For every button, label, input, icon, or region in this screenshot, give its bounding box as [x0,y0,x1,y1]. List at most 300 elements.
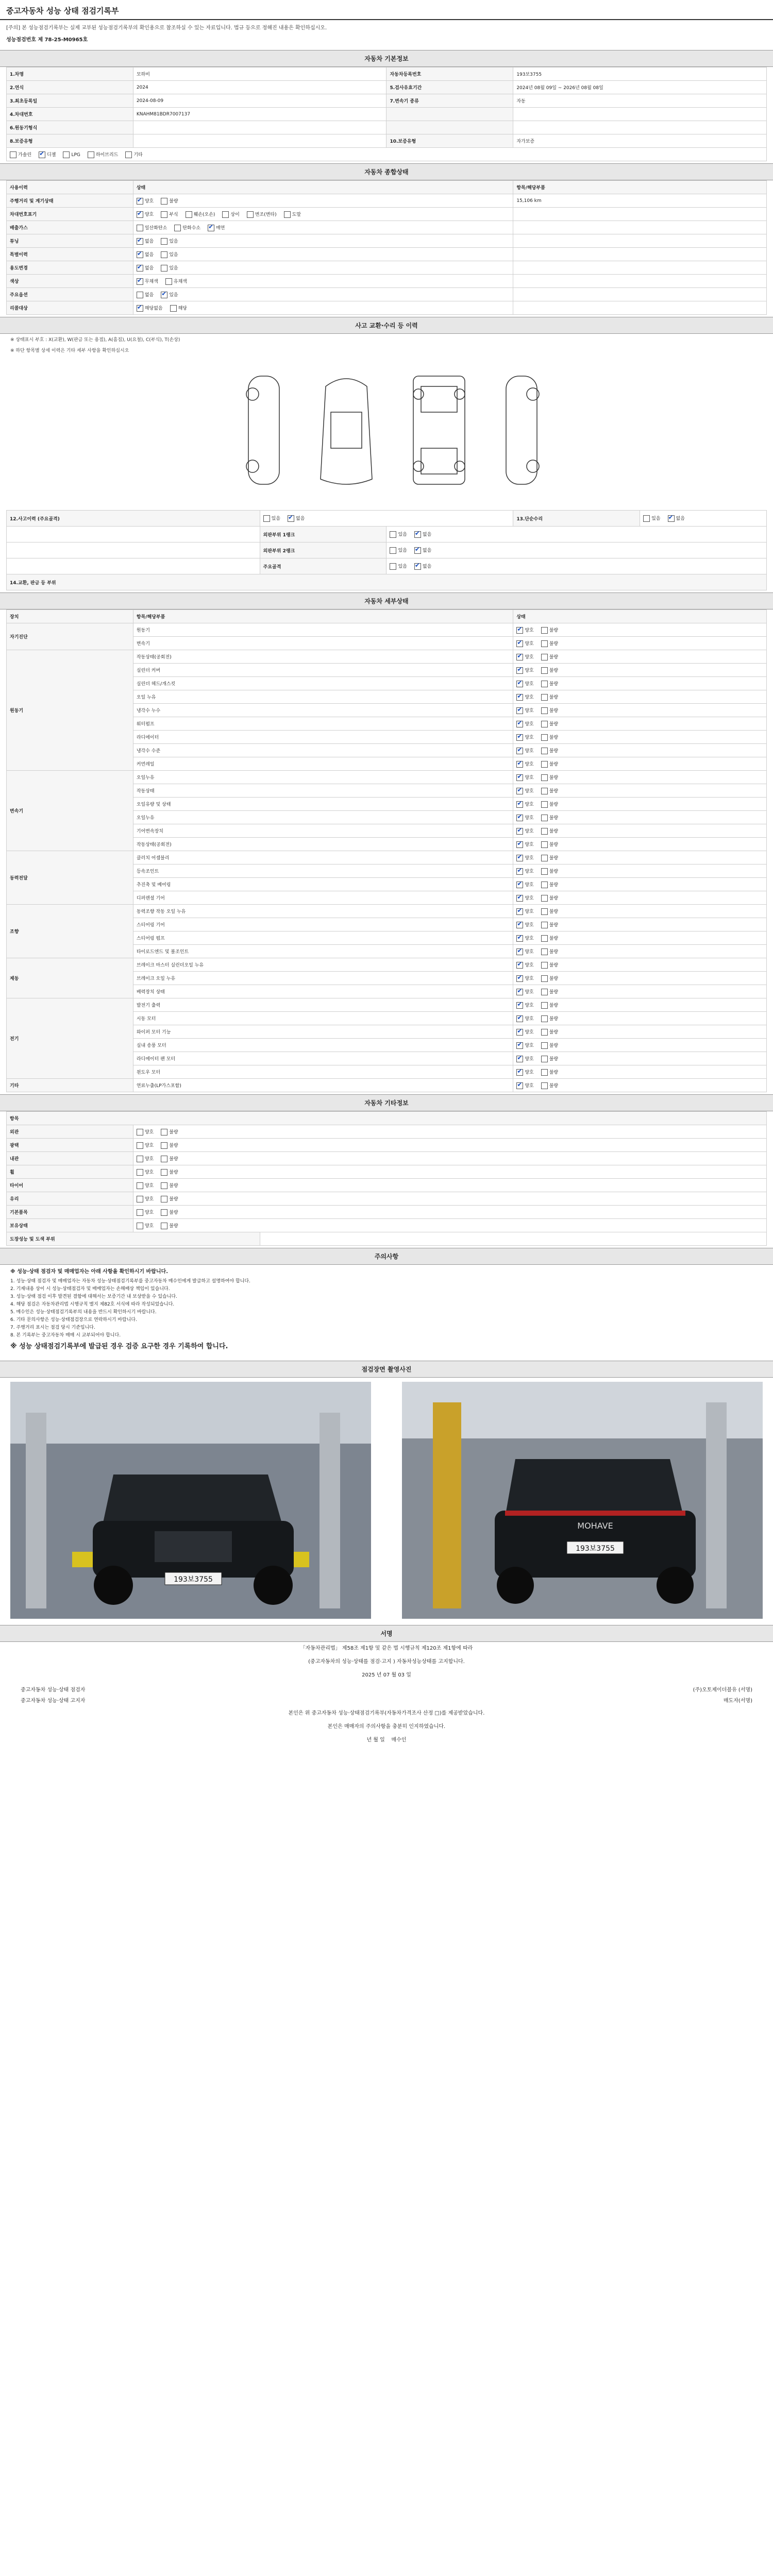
detail-good-checkbox[interactable] [516,694,523,701]
detail-bad-option[interactable] [541,720,558,727]
detail-bad-option[interactable] [541,760,558,768]
detail-good-option[interactable] [516,707,533,714]
rank-yes-checkbox[interactable] [390,531,396,538]
accident-yes-checkbox[interactable] [263,515,270,522]
fuel-checkbox[interactable] [88,151,94,158]
detail-bad-checkbox[interactable] [541,962,548,969]
detail-bad-checkbox[interactable] [541,681,548,687]
detail-good-checkbox[interactable] [516,815,523,821]
detail-bad-option[interactable] [541,667,558,674]
detail-bad-option[interactable] [541,1055,558,1062]
detail-good-checkbox[interactable] [516,707,523,714]
accident-yes-option[interactable] [263,515,280,522]
general-label: 부식 [169,212,178,217]
notes-line: 4. 해당 점검은 자동차관리법 시행규칙 별지 제82호 서식에 따라 작성되었습니다. [10,1302,175,1307]
general-checkbox[interactable] [161,211,167,218]
detail-item: 커먼레일 [133,757,513,771]
detail-good-checkbox[interactable] [516,828,523,835]
detail-state [513,972,767,985]
detail-good-checkbox[interactable] [516,1029,523,1036]
fuel-checkbox[interactable] [39,151,45,158]
detail-good-option[interactable] [516,1002,533,1009]
detail-good-option[interactable] [516,854,533,861]
detail-good-checkbox[interactable] [516,640,523,647]
detail-good-checkbox[interactable] [516,721,523,727]
etc-bad-option[interactable] [161,1222,178,1229]
car-outline-svg [6,355,767,510]
detail-good-option[interactable] [516,921,533,928]
rank-none-option[interactable] [414,547,431,554]
detail-good-checkbox[interactable] [516,748,523,754]
etc-good-checkbox[interactable] [137,1196,143,1202]
etc-bad-checkbox[interactable] [161,1196,167,1202]
detail-bad-option[interactable] [541,774,558,781]
detail-good-option[interactable] [516,814,533,821]
general-checkbox[interactable] [174,225,181,231]
general-checkbox[interactable] [137,198,143,205]
detail-good-option[interactable] [516,774,533,781]
detail-bad-checkbox[interactable] [541,694,548,701]
general-option[interactable] [137,211,154,218]
etc-bad-option[interactable] [161,1168,178,1176]
detail-good-option[interactable] [516,948,533,955]
general-checkbox[interactable] [137,238,143,245]
etc-bad-option[interactable] [161,1155,178,1162]
detail-good-checkbox[interactable] [516,801,523,808]
general-label: 해당 [178,306,187,311]
etc-good-option[interactable] [137,1209,154,1216]
detail-good-option[interactable] [516,894,533,902]
detail-bad-checkbox[interactable] [541,640,548,647]
general-option[interactable] [137,251,154,258]
detail-state [513,1039,767,1052]
detail-bad-option[interactable] [541,626,558,634]
detail-bad-checkbox[interactable] [541,734,548,741]
detail-good-checkbox[interactable] [516,627,523,634]
etc-bad-checkbox[interactable] [161,1182,167,1189]
detail-item: 워터펌프 [133,717,513,731]
etc-bad-checkbox[interactable] [161,1142,167,1149]
etc-good-option[interactable] [137,1155,154,1162]
detail-bad-option[interactable] [541,707,558,714]
detail-item: 작동상태(공회전) [133,650,513,664]
general-option[interactable] [137,224,167,231]
detail-bad-checkbox[interactable] [541,935,548,942]
etc-good-checkbox[interactable] [137,1182,143,1189]
photo-front-plate: 193보3755 [174,1575,213,1584]
detail-bad-checkbox[interactable] [541,748,548,754]
general-checkbox[interactable] [137,225,143,231]
damage-table [6,510,767,590]
rank-yes-option[interactable] [390,547,407,554]
detail-good-label: 양호 [525,909,534,914]
detail-bad-checkbox[interactable] [541,895,548,902]
detail-bad-checkbox[interactable] [541,721,548,727]
detail-bad-checkbox[interactable] [541,1056,548,1062]
general-detail [513,275,767,288]
detail-bad-option[interactable] [541,680,558,687]
detail-bad-option[interactable] [541,1042,558,1049]
etc-bad-checkbox[interactable] [161,1209,167,1216]
rank-none-option[interactable] [414,563,431,570]
rank-yes-option[interactable] [390,563,407,570]
detail-bad-checkbox[interactable] [541,761,548,768]
detail-good-checkbox[interactable] [516,895,523,902]
general-option[interactable] [208,224,225,231]
general-option[interactable] [137,304,163,312]
general-option[interactable] [165,278,187,285]
general-row [7,261,767,275]
general-option[interactable] [161,264,178,272]
etc-good-option[interactable] [137,1168,154,1176]
etc-good-option[interactable] [137,1142,154,1149]
general-option[interactable] [161,197,178,205]
basic-value: 모하비 [133,67,386,81]
etc-good-checkbox[interactable] [137,1209,143,1216]
basic-value-2: 193보3755 [513,67,767,81]
etc-bad-checkbox[interactable] [161,1223,167,1229]
rank-none-checkbox[interactable] [414,547,421,554]
detail-bad-option[interactable] [541,787,558,794]
detail-bad-checkbox[interactable] [541,654,548,660]
detail-good-option[interactable] [516,787,533,794]
detail-state [513,905,767,918]
detail-good-label: 양호 [525,922,534,928]
general-checkbox[interactable] [137,251,143,258]
detail-item: 윈도우 모터 [133,1065,513,1079]
detail-bad-option[interactable] [541,894,558,902]
fuel-option[interactable] [63,151,80,158]
etc-bad-checkbox[interactable] [161,1156,167,1162]
general-checkbox[interactable] [170,305,177,312]
etc-options [133,1152,766,1165]
general-checkbox[interactable] [137,292,143,298]
accident-none-option[interactable] [288,515,305,522]
general-option[interactable] [186,211,215,218]
detail-bad-option[interactable] [541,854,558,861]
detail-good-checkbox[interactable] [516,962,523,969]
etc-bad-option[interactable] [161,1209,178,1216]
detail-bad-option[interactable] [541,747,558,754]
repair-yes-option[interactable] [643,515,660,522]
general-option[interactable] [137,264,154,272]
detail-good-checkbox[interactable] [516,761,523,768]
detail-good-option[interactable] [516,667,533,674]
detail-bad-checkbox[interactable] [541,908,548,915]
general-checkbox[interactable] [222,211,229,218]
detail-good-checkbox[interactable] [516,1056,523,1062]
detail-bad-checkbox[interactable] [541,1002,548,1009]
rank-none-option[interactable] [414,531,431,538]
detail-good-checkbox[interactable] [516,948,523,955]
detail-good-checkbox[interactable] [516,1002,523,1009]
detail-bad-checkbox[interactable] [541,922,548,928]
fuel-option[interactable] [125,151,142,158]
detail-good-checkbox[interactable] [516,774,523,781]
detail-good-option[interactable] [516,760,533,768]
detail-good-checkbox[interactable] [516,654,523,660]
detail-item: 배력장치 상태 [133,985,513,998]
general-checkbox[interactable] [165,278,172,285]
detail-good-option[interactable] [516,1069,533,1076]
detail-bad-option[interactable] [541,908,558,915]
car-frame-wheel-4 [455,461,465,471]
fuel-checkbox[interactable] [125,151,132,158]
detail-bad-option[interactable] [541,801,558,808]
general-label: 훼손(오손) [193,212,215,217]
general-checkbox[interactable] [137,265,143,272]
etc-good-option[interactable] [137,1128,154,1136]
detail-bad-label: 불량 [549,1029,559,1035]
rank-yes-checkbox[interactable] [390,563,396,570]
detail-bad-checkbox[interactable] [541,1015,548,1022]
detail-good-option[interactable] [516,841,533,848]
etc-bad-option[interactable] [161,1128,178,1136]
repair-none-checkbox[interactable] [668,515,675,522]
detail-bad-checkbox[interactable] [541,948,548,955]
photo-rear-plate: 193보3755 [576,1545,615,1553]
general-checkbox[interactable] [137,278,143,285]
rank-none-label: 없음 [422,564,432,569]
detail-good-option[interactable] [516,801,533,808]
general-option[interactable] [247,211,277,218]
detail-bad-checkbox[interactable] [541,788,548,794]
detail-good-option[interactable] [516,827,533,835]
general-option[interactable] [161,251,178,258]
notice-text: [주의] 본 성능점검기록부는 실제 교부된 성능점검기록부의 확인용으로 참조하실 수 있는 자료입니다. 법규 등으로 정해진 내용은 확인하십시오. [6,25,327,31]
general-checkbox[interactable] [137,211,143,218]
sign-section-title: 서명 [0,1625,773,1642]
detail-good-checkbox[interactable] [516,734,523,741]
detail-good-checkbox[interactable] [516,667,523,674]
detail-bad-checkbox[interactable] [541,1029,548,1036]
general-option[interactable] [161,211,178,218]
general-checkbox[interactable] [161,198,167,205]
general-checkbox[interactable] [137,305,143,312]
detail-good-option[interactable] [516,640,533,647]
detail-bad-option[interactable] [541,841,558,848]
general-option[interactable] [284,211,301,218]
detail-good-checkbox[interactable] [516,1082,523,1089]
etc-bad-checkbox[interactable] [161,1129,167,1136]
etc-good-checkbox[interactable] [137,1169,143,1176]
detail-bad-checkbox[interactable] [541,801,548,808]
detail-good-option[interactable] [516,1042,533,1049]
general-checkbox[interactable] [284,211,291,218]
detail-bad-option[interactable] [541,640,558,647]
general-checkbox[interactable] [186,211,192,218]
detail-bad-label: 불량 [549,815,559,821]
etc-table [6,1111,767,1246]
general-option[interactable] [222,211,239,218]
detail-bad-option[interactable] [541,1002,558,1009]
detail-bad-checkbox[interactable] [541,841,548,848]
general-label: 무채색 [144,279,158,284]
fuel-option[interactable] [39,151,56,158]
detail-good-checkbox[interactable] [516,975,523,982]
detail-bad-option[interactable] [541,653,558,660]
general-option[interactable] [137,197,154,205]
detail-bad-checkbox[interactable] [541,989,548,995]
detail-good-checkbox[interactable] [516,935,523,942]
detail-bad-checkbox[interactable] [541,627,548,634]
detail-good-option[interactable] [516,1028,533,1036]
detail-good-checkbox[interactable] [516,989,523,995]
detail-good-label: 양호 [525,976,534,981]
car-left-side [248,376,279,484]
detail-good-option[interactable] [516,680,533,687]
notifier-value: 매도자(서명) [723,1698,752,1704]
rank-yes-option[interactable] [390,531,407,538]
etc-bad-option[interactable] [161,1142,178,1149]
etc-bad-checkbox[interactable] [161,1169,167,1176]
detail-good-checkbox[interactable] [516,868,523,875]
detail-bad-option[interactable] [541,827,558,835]
detail-good-option[interactable] [516,868,533,875]
etc-good-checkbox[interactable] [137,1223,143,1229]
detail-good-option[interactable] [516,693,533,701]
etc-good-checkbox[interactable] [137,1142,143,1149]
etc-col-item: 항목 [7,1112,767,1125]
detail-good-option[interactable] [516,908,533,915]
detail-state [513,623,767,637]
etc-good-option[interactable] [137,1195,154,1202]
detail-good-checkbox[interactable] [516,908,523,915]
general-option[interactable] [161,291,178,298]
detail-good-option[interactable] [516,1055,533,1062]
detail-bad-label: 불량 [549,694,559,700]
detail-good-checkbox[interactable] [516,1042,523,1049]
detail-good-checkbox[interactable] [516,922,523,928]
repair-none-option[interactable] [668,515,685,522]
detail-bad-checkbox[interactable] [541,1069,548,1076]
detail-item: 클러치 어셈블리 [133,851,513,865]
detail-item: 와이퍼 모터 기능 [133,1025,513,1039]
detail-good-option[interactable] [516,1015,533,1022]
general-option[interactable] [137,278,158,285]
detail-bad-option[interactable] [541,961,558,969]
detail-bad-option[interactable] [541,975,558,982]
notes-line: 5. 매수인은 성능·상태점검기록부의 내용을 반드시 확인하시기 바랍니다. [10,1310,157,1315]
detail-good-option[interactable] [516,720,533,727]
fuel-checkbox[interactable] [63,151,70,158]
rank-none-checkbox[interactable] [414,563,421,570]
detail-good-option[interactable] [516,1082,533,1089]
detail-bad-label: 불량 [549,976,559,981]
detail-good-checkbox[interactable] [516,1015,523,1022]
detail-bad-option[interactable] [541,734,558,741]
general-checkbox[interactable] [161,292,167,298]
rank-none-checkbox[interactable] [414,531,421,538]
detail-bad-checkbox[interactable] [541,868,548,875]
fuel-option[interactable] [88,151,118,158]
detail-bad-option[interactable] [541,693,558,701]
rank-yes-checkbox[interactable] [390,547,396,554]
etc-good-checkbox[interactable] [137,1156,143,1162]
detail-good-option[interactable] [516,747,533,754]
detail-bad-checkbox[interactable] [541,1082,548,1089]
detail-bad-checkbox[interactable] [541,828,548,835]
general-checkbox[interactable] [161,265,167,272]
general-option[interactable] [137,291,154,298]
car-front-view [321,379,372,484]
etc-good-option[interactable] [137,1222,154,1229]
accident-none-checkbox[interactable] [288,515,294,522]
detail-bad-option[interactable] [541,814,558,821]
basic-value-2: 자동 [513,94,767,108]
detail-bad-checkbox[interactable] [541,1042,548,1049]
accident-options [260,511,513,527]
detail-good-option[interactable] [516,935,533,942]
detail-bad-checkbox[interactable] [541,882,548,888]
detail-good-option[interactable] [516,961,533,969]
detail-bad-option[interactable] [541,988,558,995]
notes-line: 2. 기재내용 상이 시 성능·상태점검자 및 매매업자는 손해배상 책임이 있습니다. [10,1286,170,1292]
etc-good-checkbox[interactable] [137,1129,143,1136]
detail-bad-checkbox[interactable] [541,707,548,714]
detail-bad-option[interactable] [541,1028,558,1036]
detail-bad-option[interactable] [541,868,558,875]
detail-good-option[interactable] [516,975,533,982]
detail-good-checkbox[interactable] [516,882,523,888]
detail-good-label: 양호 [525,895,534,901]
general-checkbox[interactable] [161,238,167,245]
detail-bad-checkbox[interactable] [541,815,548,821]
detail-unit: 기타 [7,1079,133,1092]
buyer-row [0,1734,773,1747]
general-option[interactable] [174,224,200,231]
detail-col-state: 상태 [513,610,767,623]
fuel-option[interactable] [10,151,31,158]
detail-bad-option[interactable] [541,1015,558,1022]
general-row [7,288,767,301]
detail-bad-option[interactable] [541,1069,558,1076]
detail-good-checkbox[interactable] [516,681,523,687]
general-option[interactable] [137,238,154,245]
detail-bad-option[interactable] [541,948,558,955]
detail-good-option[interactable] [516,734,533,741]
detail-good-option[interactable] [516,653,533,660]
detail-good-checkbox[interactable] [516,841,523,848]
detail-item: 타이로드엔드 및 볼조인트 [133,945,513,958]
detail-bad-checkbox[interactable] [541,667,548,674]
general-option[interactable] [161,238,178,245]
detail-good-option[interactable] [516,988,533,995]
general-checkbox[interactable] [208,225,214,231]
detail-good-checkbox[interactable] [516,788,523,794]
detail-good-option[interactable] [516,881,533,888]
general-option[interactable] [170,304,187,312]
general-col-state: 상태 [133,181,513,194]
detail-bad-checkbox[interactable] [541,855,548,861]
etc-bad-option[interactable] [161,1195,178,1202]
fuel-checkbox[interactable] [10,151,16,158]
detail-bad-checkbox[interactable] [541,975,548,982]
detail-bad-option[interactable] [541,881,558,888]
detail-bad-option[interactable] [541,1082,558,1089]
detail-bad-option[interactable] [541,921,558,928]
general-checkbox[interactable] [247,211,254,218]
detail-good-option[interactable] [516,626,533,634]
detail-good-checkbox[interactable] [516,855,523,861]
repair-yes-checkbox[interactable] [643,515,650,522]
etc-bad-option[interactable] [161,1182,178,1189]
detail-good-checkbox[interactable] [516,1069,523,1076]
etc-good-option[interactable] [137,1182,154,1189]
general-checkbox[interactable] [161,251,167,258]
detail-bad-option[interactable] [541,935,558,942]
detail-bad-checkbox[interactable] [541,774,548,781]
